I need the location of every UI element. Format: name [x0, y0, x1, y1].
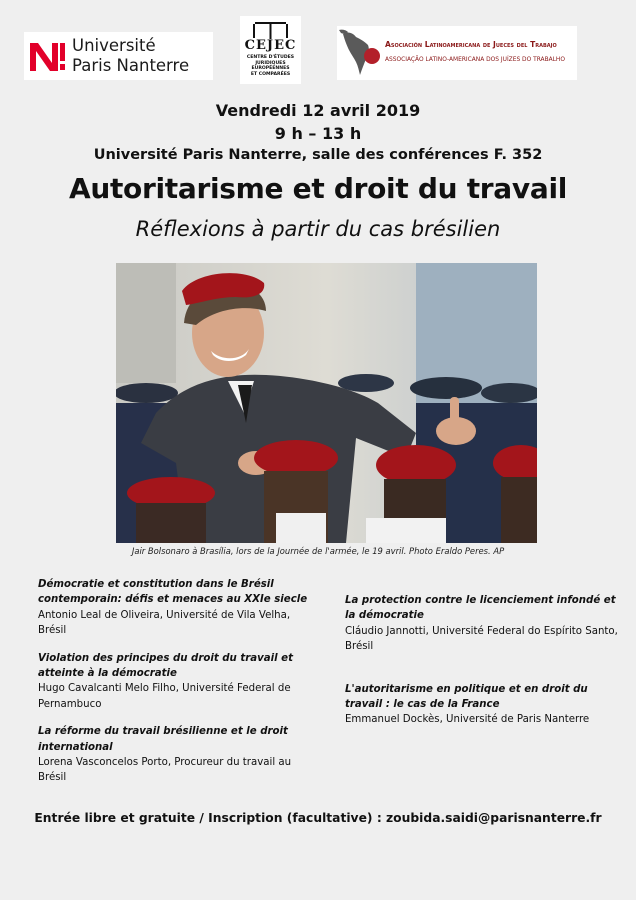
aljt-logo-title: Asociación Latinoamericana de Jueces del Trabajo — [385, 40, 557, 49]
event-subtitle: Réflexions à partir du cas brésilien — [135, 217, 501, 241]
talk-item — [38, 577, 318, 639]
talk-speaker: Lorena Vasconcelos Porto, Procureur du travail au Brésil — [38, 757, 292, 784]
talk-speaker: Cláudio Jannotti, Université Federal do Espírito Santo, Brésil — [345, 625, 618, 653]
talk-speaker: Antonio Leal de Oliveira, Université de Vila Velha, Brésil — [38, 609, 291, 637]
cejec-logo — [240, 16, 301, 84]
talk-title: Violation des principes du droit du travail et atteinte à la démocratie — [38, 652, 293, 680]
cejec-logo-subtitle: CENTRE D'ÉTUDES JURIDIQUES EUROPÉENNES ET COMPARÉES — [246, 55, 295, 77]
cejec-logo-name: CEJEC — [244, 38, 297, 53]
talk-speaker: Hugo Cavalcanti Melo Filho, Université Federal de Pernambuco — [38, 683, 291, 710]
latin-america-map-icon — [339, 28, 389, 78]
talk-item — [38, 651, 318, 713]
photo-illustration — [116, 263, 537, 543]
paris-nanterre-logo — [24, 32, 213, 80]
event-time: 9 h – 13 h — [274, 124, 362, 143]
program-right-column — [345, 593, 621, 728]
event-title: Autoritarisme et droit du travail — [68, 172, 568, 205]
talk-item — [345, 682, 621, 728]
talk-item — [38, 724, 318, 786]
registration-footer: Entrée libre et gratuite / Inscription (facultative) : zoubida.saidi@parisnanterre.fr — [34, 811, 602, 825]
event-photo — [116, 263, 537, 543]
event-date: Vendredi 12 avril 2019 — [215, 101, 421, 120]
talk-speaker: Emmanuel Dockès, Université de Paris Nanterre — [345, 714, 590, 726]
paris-nanterre-logo-text: Université Paris Nanterre — [72, 36, 190, 75]
talk-title: La réforme du travail brésilienne et le droit international — [38, 726, 288, 753]
photo-caption: Jair Bolsonaro à Brasília, lors de la Journée de l'armée, le 19 avril. Photo Eraldo Peres. AP — [131, 546, 505, 556]
talk-title: L'autoritarisme en politique et en droit du travail : le cas de la France — [345, 683, 588, 711]
nanterre-n-icon — [28, 37, 66, 75]
event-place: Université Paris Nanterre, salle des conférences F. 352 — [93, 147, 543, 163]
talk-title: Démocratie et constitution dans le Brésil contemporain: défis et menaces au XXIe siecle — [38, 579, 308, 606]
talk-item — [345, 593, 621, 655]
aljt-logo-subtitle: ASSOCIAÇÃO LATINO-AMERICANA DOS JUÍZES DO TRABALHO — [385, 57, 565, 63]
program-left-column — [38, 577, 318, 786]
aljt-logo — [337, 26, 577, 80]
talk-title: La protection contre le licenciement infondé et la démocratie — [345, 595, 616, 622]
